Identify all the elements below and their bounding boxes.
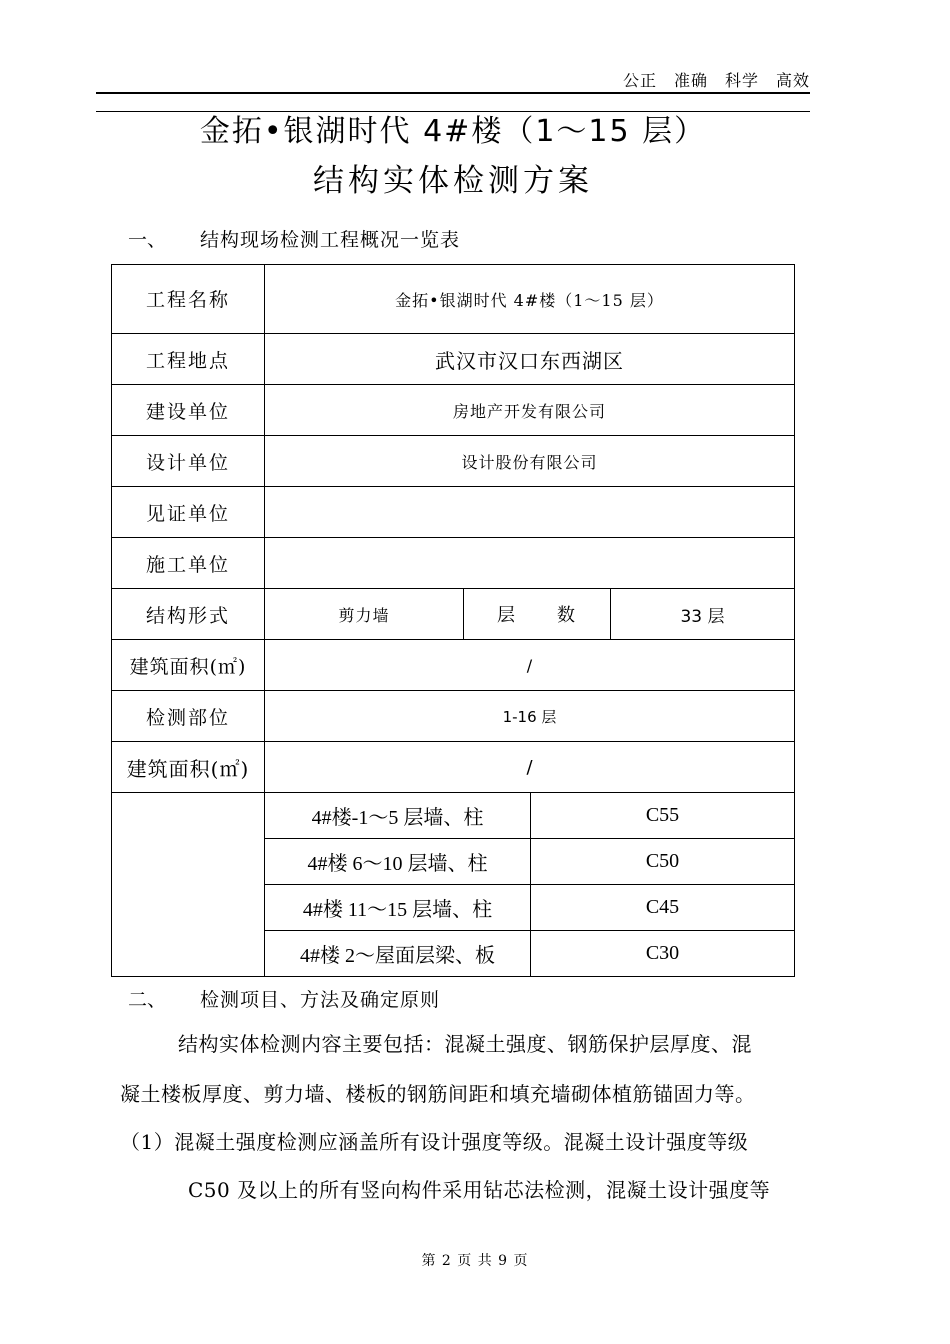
grade-part: 4#楼 11～15 层墙、柱 [265, 885, 531, 931]
floors-label: 层 数 [464, 589, 611, 640]
constructor-value [265, 538, 795, 589]
body-paragraph-line: 结构实体检测内容主要包括：混凝土强度、钢筋保护层厚度、混 [178, 1032, 752, 1056]
grade-value: C50 [531, 839, 795, 885]
area2-value: / [265, 742, 795, 793]
table-row [112, 436, 795, 487]
project-name-label: 工程名称 [112, 265, 265, 334]
section2-title: 检测项目、方法及确定原则 [200, 989, 441, 1011]
grade-value: C30 [531, 931, 795, 977]
floors-value: 33 层 [611, 589, 795, 640]
designer-value: 设计股份有限公司 [265, 436, 795, 487]
grade-part: 4#楼 2～屋面层梁、板 [265, 931, 531, 977]
builder-value: 房地产开发有限公司 [265, 385, 795, 436]
structure-value: 剪力墙 [265, 589, 464, 640]
body-paragraph-line: C50 及以上的所有竖向构件采用钻芯法检测，混凝土设计强度等 [188, 1178, 771, 1202]
designer-label: 设计单位 [112, 436, 265, 487]
body-paragraph-line: 凝土楼板厚度、剪力墙、楼板的钢筋间距和填充墙砌体植筋锚固力等。 [120, 1082, 756, 1106]
area1-label: 建筑面积(㎡) [112, 640, 265, 691]
document-title: 金拓•银湖时代 4#楼（1～15 层） [199, 114, 707, 149]
table-row [112, 640, 795, 691]
table-row [112, 691, 795, 742]
table-row [112, 793, 795, 839]
grade-value: C55 [531, 793, 795, 839]
location-label: 工程地点 [112, 334, 265, 385]
grade-part: 4#楼-1～5 层墙、柱 [265, 793, 531, 839]
section1-title: 结构现场检测工程概况一览表 [200, 229, 461, 251]
area2-label: 建筑面积(㎡) [112, 742, 265, 793]
constructor-label: 施工单位 [112, 538, 265, 589]
area1-value: / [265, 640, 795, 691]
table-row [112, 538, 795, 589]
witness-value [265, 487, 795, 538]
test-part-value: 1-16 层 [265, 691, 795, 742]
builder-label: 建设单位 [112, 385, 265, 436]
header-motto: 公正 准确 科学 高效 [622, 71, 810, 90]
project-info-table [111, 264, 795, 977]
structure-label: 结构形式 [112, 589, 265, 640]
witness-label: 见证单位 [112, 487, 265, 538]
grade-part: 4#楼 6～10 层墙、柱 [265, 839, 531, 885]
project-name-value: 金拓•银湖时代 4#楼（1～15 层） [265, 265, 795, 334]
page-footer: 第 2 页 共 9 页 [421, 1253, 529, 1269]
table-row [112, 385, 795, 436]
body-paragraph-line: （1）混凝土强度检测应涵盖所有设计强度等级。混凝土设计强度等级 [120, 1130, 749, 1154]
table-row [112, 334, 795, 385]
grade-value: C45 [531, 885, 795, 931]
header-rule-thick [96, 92, 810, 94]
document-subtitle: 结构实体检测方案 [313, 163, 593, 199]
test-part-label: 检测部位 [112, 691, 265, 742]
section1-number: 一、 [128, 229, 167, 251]
location-value: 武汉市汉口东西湖区 [265, 334, 795, 385]
table-row [112, 487, 795, 538]
section2-number: 二、 [128, 989, 167, 1011]
table-row [112, 742, 795, 793]
table-row [112, 265, 795, 334]
table-row [112, 589, 795, 640]
grade-blank-cell [112, 793, 265, 977]
